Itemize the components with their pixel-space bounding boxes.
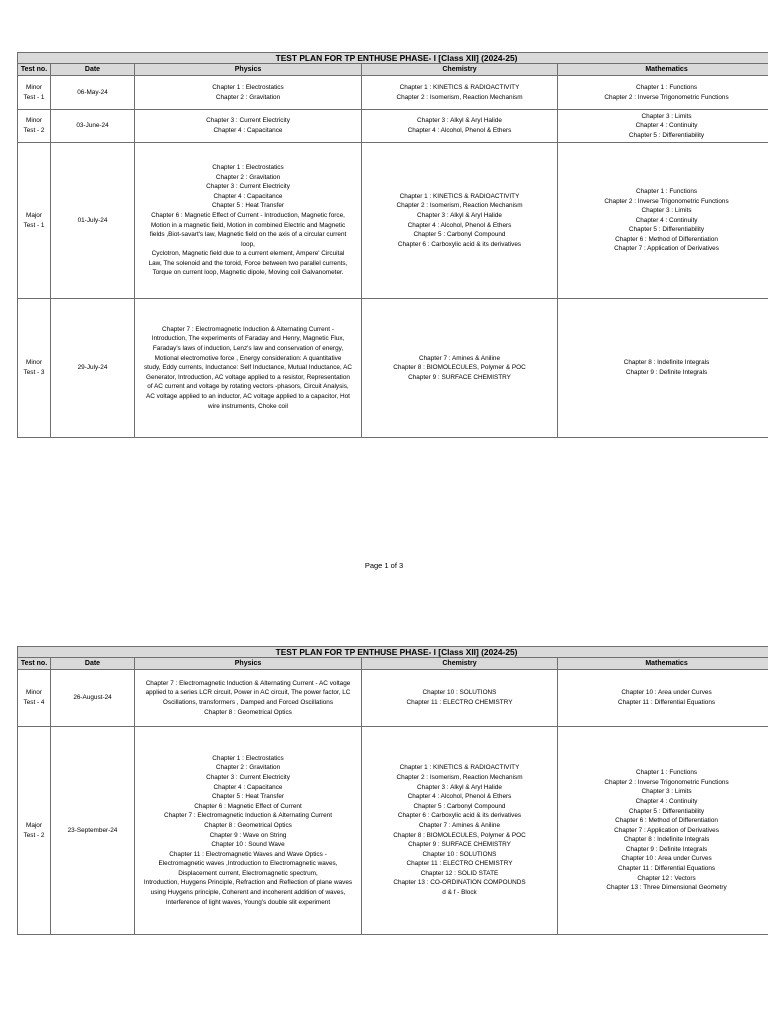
syllabus-line: Chapter 1 : Functions [635, 187, 698, 195]
syllabus-line: Chapter 4 : Alcohol, Phenol & Ethers [407, 127, 512, 134]
syllabus-line: Chapter 1 : Functions [635, 769, 698, 777]
syllabus-line: Chapter 2 : Isomerism, Reaction Mechanism [396, 93, 523, 101]
syllabus-line: Chapter 11 : ELECTRO CHEMISTRY [406, 699, 513, 706]
syllabus-line: Chapter 7 : Application of Derivatives [614, 826, 719, 834]
column-header-chemistry: Chemistry [362, 64, 558, 76]
mathematics-cell [558, 299, 768, 438]
syllabus-line: Chapter 10 : Area under Curves [621, 855, 712, 863]
syllabus-line: Chapter 8 : Indefinite Integrals [623, 836, 710, 844]
test-number: Test - 2 [23, 831, 45, 839]
syllabus-line: Chapter 3 : Limits [641, 788, 692, 796]
syllabus-line: Chapter 7 : Electromagnetic Induction & Alternating Current - [162, 325, 334, 333]
column-header-test-no: Test no. [18, 658, 51, 670]
syllabus-line: Chapter 3 : Current Electricity [206, 183, 290, 191]
test-no-cell [18, 670, 51, 727]
syllabus-line: Introduction, Huygens Principle, Refraction and Reflection of plane waves [143, 879, 353, 887]
syllabus-line: applied to a series LCR circuit, Power in AC circuit, The power factor, LC [145, 689, 351, 697]
test-no-cell [18, 727, 51, 935]
column-header-test-no: Test no. [18, 64, 51, 76]
syllabus-line: Chapter 5 : Heat Transfer [211, 793, 285, 801]
test-number: Test - 1 [23, 93, 45, 101]
syllabus-line: Chapter 7 : Amines & Aniline [419, 354, 500, 362]
syllabus-line: Chapter 4 : Continuity [635, 216, 698, 224]
syllabus-line: Chapter 3 : Limits [641, 207, 692, 215]
table-row [18, 299, 768, 438]
physics-cell [135, 143, 362, 299]
syllabus-line: Chapter 13 : CO-ORDINATION COMPOUNDS [393, 879, 526, 887]
test-type: Minor [26, 83, 42, 91]
test-number: Test - 2 [23, 127, 45, 134]
physics-cell [135, 727, 362, 935]
syllabus-line: Chapter 4 : Capacitance [213, 127, 283, 134]
syllabus-line: Chapter 2 : Gravitation [215, 764, 281, 772]
syllabus-line: Chapter 2 : Inverse Trigonometric Functions [604, 197, 729, 205]
test-number: Test - 3 [23, 369, 45, 376]
syllabus-line: Chapter 1 : KINETICS & RADIOACTIVITY [399, 764, 520, 772]
syllabus-line: Chapter 2 : Inverse Trigonometric Functions [604, 93, 729, 101]
date-cell: 23-September-24 [51, 727, 135, 935]
syllabus-line: Chapter 1 : KINETICS & RADIOACTIVITY [399, 192, 520, 200]
syllabus-line: of AC current and voltage by rotating vectors -phasors, Circuit Analysis, [147, 383, 349, 391]
syllabus-line: Chapter 8 : Geometrical Optics [204, 708, 292, 716]
syllabus-line: Chapter 10 : Area under Curves [621, 689, 712, 697]
table-title: TEST PLAN FOR TP ENTHUSE PHASE- I [Class XII] (2024-25) [18, 53, 768, 64]
syllabus-line: using Huygens principle, Coherent and incoherent addition of waves, [150, 889, 346, 897]
syllabus-line: Chapter 7 : Application of Derivatives [614, 245, 719, 253]
table-row [18, 727, 768, 935]
syllabus-line: Chapter 9 : SURFACE CHEMISTRY [408, 841, 511, 849]
table-row [18, 110, 768, 143]
date-cell: 03-June-24 [51, 110, 135, 143]
syllabus-line: Introduction, The experiments of Faraday and Henry, Magnetic Flux, [151, 335, 345, 343]
syllabus-line: Chapter 7 : Electromagnetic Induction & Alternating Current - AC voltage [145, 679, 351, 687]
syllabus-line: Chapter 5 : Differentiability [628, 226, 705, 234]
test-type: Minor [26, 689, 42, 697]
syllabus-line: Chapter 12 : SOLID STATE [420, 869, 499, 877]
mathematics-cell [558, 143, 768, 299]
syllabus-line: fields ,Biot-savart's law, Magnetic field on the axis of a circular current [149, 231, 347, 239]
chemistry-cell [362, 727, 558, 935]
test-number: Test - 1 [23, 221, 45, 229]
test-number: Test - 4 [23, 699, 45, 706]
column-header-physics: Physics [135, 64, 362, 76]
chemistry-cell [362, 110, 558, 143]
test-plan-table [17, 646, 768, 935]
syllabus-line: Chapter 2 : Isomerism, Reaction Mechanism [396, 773, 523, 781]
syllabus-line: loop, [241, 240, 255, 248]
syllabus-line: Chapter 3 : Current Electricity [206, 773, 290, 781]
syllabus-line: Chapter 6 : Method of Differentiation [615, 235, 718, 243]
syllabus-line: Chapter 4 : Capacitance [213, 783, 283, 791]
syllabus-line: Chapter 12 : Vectors [637, 874, 696, 882]
syllabus-line: Chapter 6 : Carboxylic acid & its derivatives [397, 812, 522, 820]
syllabus-line: Chapter 11 : Electromagnetic Waves and Wave Optics - [169, 850, 327, 858]
physics-cell [135, 670, 362, 727]
syllabus-line: Chapter 9 : Definite Integrals [625, 845, 708, 853]
physics-cell [135, 299, 362, 438]
test-plan-sheet-2 [17, 646, 768, 935]
table-row [18, 76, 768, 110]
syllabus-line: Chapter 5 : Carbonyl Compound [413, 231, 506, 239]
table-row [18, 143, 768, 299]
mathematics-cell [558, 670, 768, 727]
page-number: Page 1 of 3 [364, 561, 404, 570]
syllabus-line: Chapter 5 : Differentiability [628, 807, 705, 815]
syllabus-line: Chapter 3 : Current Electricity [206, 117, 290, 125]
table-row [18, 670, 768, 727]
date-cell: 26-August-24 [51, 670, 135, 727]
syllabus-line: Chapter 1 : Functions [635, 83, 698, 91]
syllabus-line: Oscillations, transformers , Damped and Forced Oscillations [162, 699, 334, 706]
syllabus-line: Chapter 13 : Three Dimensional Geometry [606, 884, 727, 892]
column-header-chemistry: Chemistry [362, 658, 558, 670]
date-cell: 06-May-24 [51, 76, 135, 110]
syllabus-line: Chapter 9 : SURFACE CHEMISTRY [408, 373, 511, 381]
syllabus-line: Law, The solenoid and the toroid, Force between two parallel currents, [148, 259, 348, 267]
syllabus-line: AC voltage applied to an inductor, AC voltage applied to a capacitor, Hot [146, 392, 350, 400]
syllabus-line: Motion in a magnetic field, Motion in combined Electric and Magnetic [150, 221, 346, 229]
syllabus-line: Chapter 3 : Alkyl & Aryl Halide [417, 117, 502, 125]
syllabus-line: Cyclotron, Magnetic field due to a current element, Ampere' Circuital [151, 250, 345, 258]
syllabus-line: Chapter 3 : Alkyl & Aryl Halide [417, 783, 502, 791]
syllabus-line: study, Eddy currents, Inductance: Self Inductance, Mutual Inductance, AC [143, 364, 353, 372]
date-cell: 01-July-24 [51, 143, 135, 299]
column-header-date: Date [51, 658, 135, 670]
syllabus-line: Chapter 9 : Wave on String [209, 831, 287, 839]
syllabus-line: Chapter 10 : SOLUTIONS [422, 689, 497, 697]
syllabus-line: Chapter 8 : BIOMOLECULES, Polymer & POC [393, 364, 526, 372]
syllabus-line: Chapter 9 : Definite Integrals [625, 369, 708, 376]
syllabus-line: Chapter 3 : Limits [641, 112, 692, 120]
syllabus-line: Chapter 4 : Continuity [635, 122, 698, 130]
column-header-mathematics: Mathematics [558, 64, 768, 76]
mathematics-cell [558, 727, 768, 935]
table-title: TEST PLAN FOR TP ENTHUSE PHASE- I [Class XII] (2024-25) [18, 647, 768, 658]
syllabus-line: Chapter 8 : BIOMOLECULES, Polymer & POC [393, 831, 526, 839]
syllabus-line: d & f - Block [442, 889, 477, 897]
syllabus-line: Chapter 10 : SOLUTIONS [422, 850, 497, 858]
test-plan-sheet-1 [17, 52, 768, 438]
test-no-cell [18, 143, 51, 299]
test-no-cell [18, 110, 51, 143]
column-header-date: Date [51, 64, 135, 76]
syllabus-line: Chapter 1 : Electrostatics [212, 754, 284, 762]
syllabus-line: Torque on current loop, Magnetic dipole, Moving coil Galvanometer. [152, 269, 344, 277]
syllabus-line: Chapter 6 : Method of Differentiation [615, 817, 718, 825]
test-no-cell [18, 76, 51, 110]
physics-cell [135, 110, 362, 143]
syllabus-line: Chapter 1 : Electrostatics [212, 163, 284, 171]
syllabus-line: Chapter 2 : Gravitation [215, 173, 281, 181]
syllabus-line: wire instruments, Choke coil [208, 402, 288, 410]
chemistry-cell [362, 670, 558, 727]
syllabus-line: Interference of light waves, Young's double slit experiment [165, 898, 331, 906]
test-no-cell [18, 299, 51, 438]
mathematics-cell [558, 76, 768, 110]
syllabus-line: Faraday's laws of induction, Lenz's law and conservation of energy, [152, 345, 344, 353]
syllabus-line: Chapter 4 : Alcohol, Phenol & Ethers [407, 793, 512, 801]
column-header-physics: Physics [135, 658, 362, 670]
date-cell: 29-July-24 [51, 299, 135, 438]
test-plan-table [17, 52, 768, 438]
column-header-mathematics: Mathematics [558, 658, 768, 670]
syllabus-line: Chapter 4 : Continuity [635, 797, 698, 805]
chemistry-cell [362, 299, 558, 438]
syllabus-line: Chapter 11 : ELECTRO CHEMISTRY [406, 860, 513, 868]
syllabus-line: Chapter 7 : Amines & Aniline [419, 821, 500, 829]
mathematics-cell [558, 110, 768, 143]
syllabus-line: Chapter 7 : Electromagnetic Induction & Alternating Current [163, 812, 333, 820]
syllabus-line: Chapter 4 : Alcohol, Phenol & Ethers [407, 221, 512, 229]
syllabus-line: Chapter 2 : Gravitation [215, 93, 281, 101]
syllabus-line: Chapter 5 : Heat Transfer [211, 202, 285, 210]
syllabus-line: Chapter 8 : Geometrical Optics [204, 821, 292, 829]
test-type: Minor [26, 117, 42, 125]
syllabus-line: Chapter 11 : Differential Equations [617, 865, 716, 873]
syllabus-line: Chapter 1 : Electrostatics [212, 83, 284, 91]
syllabus-line: Chapter 6 : Carboxylic acid & its derivatives [397, 240, 522, 248]
syllabus-line: Chapter 6 : Magnetic Effect of Current [194, 802, 302, 810]
syllabus-line: Chapter 8 : Indefinite Integrals [623, 359, 710, 367]
syllabus-line: Chapter 11 : Differential Equations [617, 699, 716, 706]
syllabus-line: Motional electromotive force , Energy consideration: A quantitative [154, 354, 342, 362]
syllabus-line: Chapter 2 : Inverse Trigonometric Functions [604, 778, 729, 786]
syllabus-line: Electromagnetic waves ,Introduction to Electromagnetic waves, [158, 860, 338, 868]
syllabus-line: Chapter 6 : Magnetic Effect of Current - Introduction, Magnetic force, [151, 211, 345, 219]
syllabus-line: Chapter 5 : Differentiability [628, 131, 705, 139]
chemistry-cell [362, 76, 558, 110]
chemistry-cell [362, 143, 558, 299]
syllabus-line: Chapter 5 : Carbonyl Compound [413, 802, 506, 810]
syllabus-line: Chapter 1 : KINETICS & RADIOACTIVITY [399, 83, 520, 91]
syllabus-line: Chapter 2 : Isomerism, Reaction Mechanism [396, 202, 523, 210]
test-type: Major [26, 211, 42, 219]
test-type: Major [26, 821, 42, 829]
physics-cell [135, 76, 362, 110]
syllabus-line: Chapter 3 : Alkyl & Aryl Halide [417, 211, 502, 219]
syllabus-line: Generator, Introduction, AC voltage applied to a resistor, Representation [146, 373, 350, 381]
syllabus-line: Displacement current, Electromagnetic spectrum, [178, 869, 318, 877]
syllabus-line: Chapter 4 : Capacitance [213, 192, 283, 200]
syllabus-line: Chapter 10 : Sound Wave [211, 841, 285, 849]
test-type: Minor [26, 359, 42, 367]
